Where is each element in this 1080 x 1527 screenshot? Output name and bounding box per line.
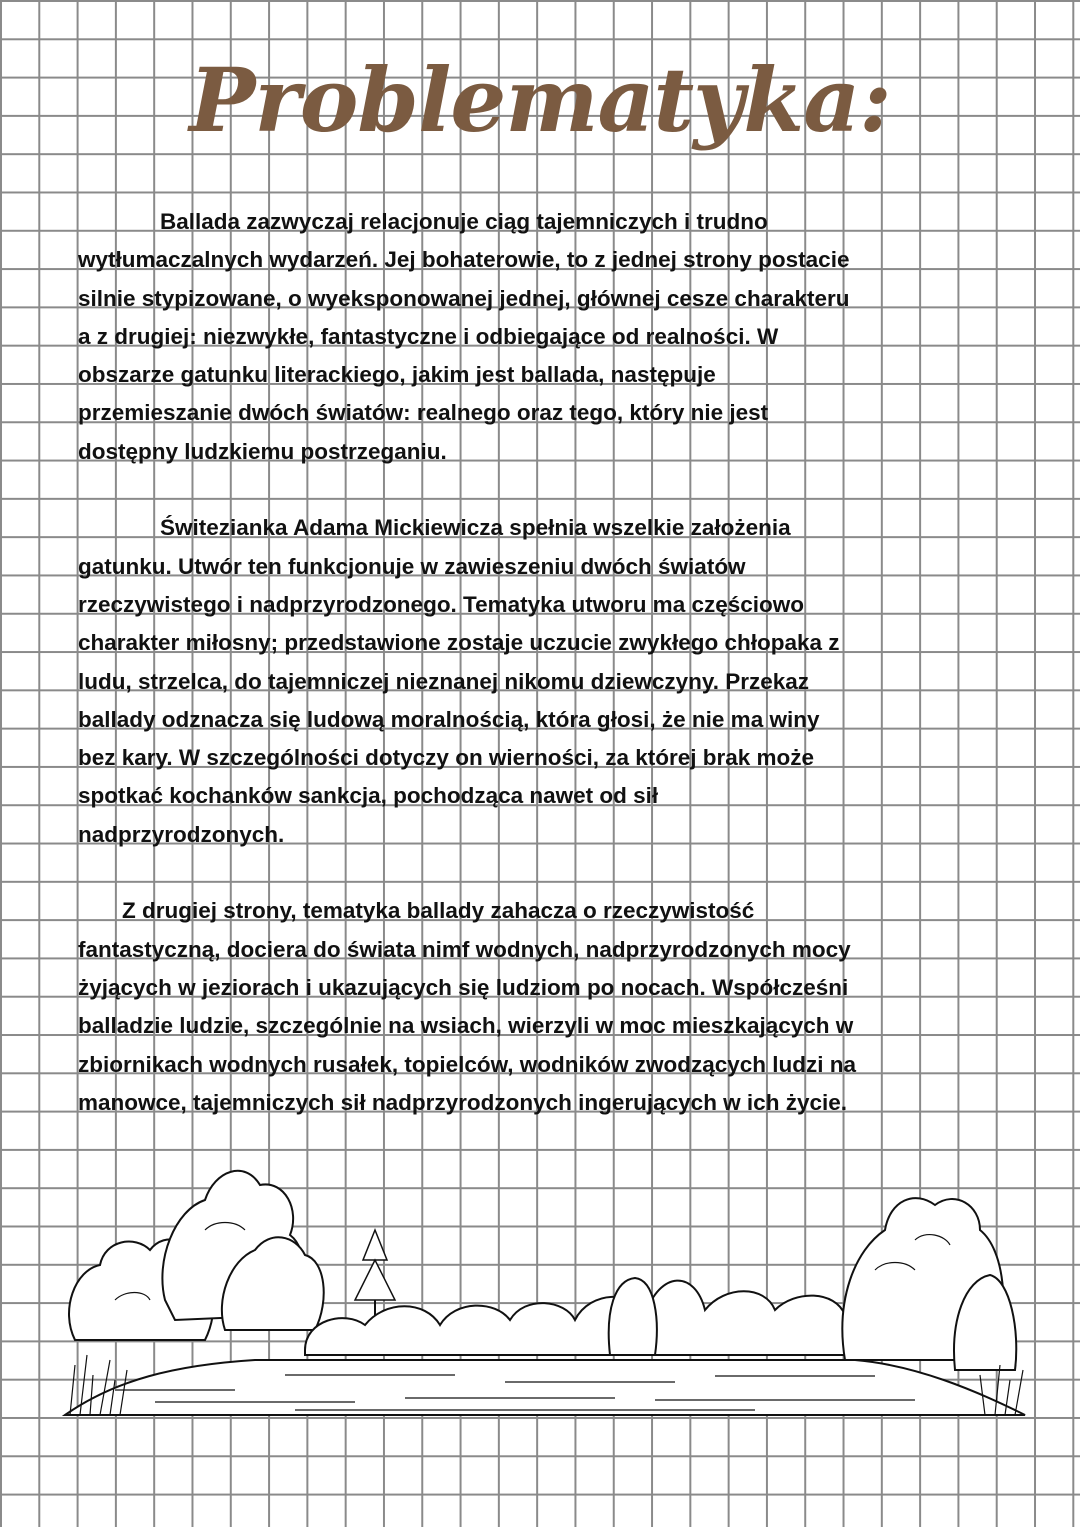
paragraph-1 — [78, 203, 1038, 471]
paragraph-2 — [78, 509, 1038, 854]
text-line: ludu, strzelca, do tajemniczej nieznanej nikomu dziewczyny. Przekaz — [78, 668, 810, 694]
text-line: Z drugiej strony, tematyka ballady zahacza o rzeczywistość — [122, 898, 755, 924]
page-title: Problematyka: — [189, 48, 891, 152]
text-line: silnie stypizowane, o wyeksponowanej jednej, głównej cesze charakteru — [78, 285, 850, 311]
text-line: ballady odznacza się ludową moralnością, która głosi, że nie ma winy — [78, 706, 820, 732]
text-line: charakter miłosny; przedstawione zostaje uczucie zwykłego chłopaka z — [78, 630, 840, 656]
tree-pine — [355, 1230, 395, 1300]
text-line: wytłumaczalnych wydarzeń. Jej bohaterowie, to z jednej strony postacie — [78, 247, 850, 273]
text-line: balladzie ludzie, szczególnie na wsiach, wierzyli w moc mieszkających w — [78, 1013, 854, 1039]
lake-water — [65, 1360, 1025, 1415]
text-line: Świtezianka Adama Mickiewicza spełnia wszelkie założenia — [160, 515, 791, 541]
text-line: manowce, tajemniczych sił nadprzyrodzonych ingerujących w ich życie. — [78, 1089, 847, 1115]
text-line: bez kary. W szczególności dotyczy on wierności, za której brak może — [78, 745, 815, 771]
body-text — [78, 203, 1038, 1122]
bushes-middle — [305, 1281, 890, 1355]
text-line: a z drugiej: niezwykłe, fantastyczne i odbiegające od realności. W — [78, 323, 779, 349]
paragraph-3 — [78, 892, 1038, 1122]
text-line: fantastyczną, dociera do świata nimf wodnych, nadprzyrodzonych mocy — [78, 936, 851, 962]
text-line: spotkać kochanków sankcja, pochodząca nawet od sił — [78, 783, 659, 809]
text-line: zbiornikach wodnych rusałek, topielców, wodników zwodzących ludzi na — [78, 1051, 857, 1077]
text-line: nadprzyrodzonych. — [78, 821, 285, 847]
text-line: żyjących w jeziorach i ukazujących się ludziom po nocach. Współcześni — [78, 974, 849, 1000]
lake-landscape-illustration — [55, 1150, 1035, 1430]
text-line: rzeczywistego i nadprzyrodzonego. Tematyka utworu ma częściowo — [78, 591, 804, 617]
text-line: Ballada zazwyczaj relacjonuje ciąg tajemniczych i trudno — [160, 209, 768, 234]
text-line: obszarze gatunku literackiego, jakim jest ballada, następuje — [78, 362, 716, 388]
paragraph-gap — [78, 471, 1038, 509]
willow-middle — [609, 1278, 657, 1355]
text-line: dostępny ludzkiemu postrzeganiu. — [78, 438, 447, 464]
text-line: przemieszanie dwóch światów: realnego oraz tego, który nie jest — [78, 400, 769, 426]
text-line: gatunku. Utwór ten funkcjonuje w zawieszeniu dwóch światów — [78, 553, 746, 579]
paragraph-gap — [78, 854, 1038, 892]
